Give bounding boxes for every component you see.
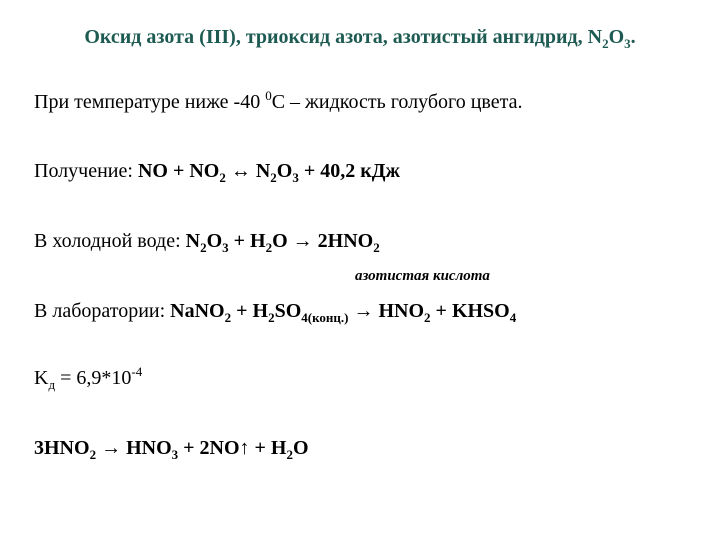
eq-sub: 3 xyxy=(171,447,179,462)
laboratory-equation xyxy=(170,300,517,325)
eq-sub: 2 xyxy=(224,310,232,325)
title-sub-2: 3 xyxy=(624,36,631,51)
preparation-line xyxy=(34,160,400,183)
eq-sub: 3 xyxy=(292,170,299,185)
eq-part: + KHSO xyxy=(430,300,510,322)
cold-water-label: В холодной воде: xyxy=(34,230,186,252)
eq-sub: 2 xyxy=(270,170,277,185)
property-text-post: С – жидкость голубого цвета. xyxy=(271,91,523,113)
preparation-label: Получение: xyxy=(34,160,138,182)
eq-part: N xyxy=(185,230,201,252)
eq-sub: 2 xyxy=(265,240,273,255)
property-line xyxy=(34,88,523,114)
page-title xyxy=(0,26,720,49)
k-sub: д xyxy=(48,377,56,392)
property-text-pre: При температуре ниже -40 xyxy=(34,91,266,113)
title-end: . xyxy=(630,26,636,48)
eq-part: NaNO xyxy=(170,300,225,322)
laboratory-label: В лаборатории: xyxy=(34,300,171,322)
k-symbol: K xyxy=(34,367,49,389)
laboratory-line xyxy=(34,300,516,323)
eq-sub: 2 xyxy=(89,447,97,462)
eq-part: O → 2HNO xyxy=(272,230,374,252)
preparation-equation xyxy=(137,160,401,185)
title-o: O xyxy=(608,26,625,48)
eq-part: O xyxy=(276,160,293,182)
eq-part: → HNO xyxy=(348,300,425,322)
eq-sub: 2 xyxy=(373,240,380,255)
cold-water-equation xyxy=(185,230,380,255)
eq-part: ↔ N xyxy=(225,160,271,182)
eq-part: NO + NO xyxy=(137,160,220,182)
eq-sub: 2 xyxy=(219,170,226,185)
eq-sub: 2 xyxy=(424,310,431,325)
eq-part: + 2NO↑ + H xyxy=(178,437,287,459)
eq-sub: 3 xyxy=(222,240,229,255)
eq-sub: 4(конц.) xyxy=(301,310,349,325)
title-sub-1: 2 xyxy=(602,36,609,51)
eq-part: O xyxy=(292,437,309,459)
eq-sub: 2 xyxy=(200,240,207,255)
eq-part: + 40,2 кДж xyxy=(298,160,401,182)
eq-part: O xyxy=(206,230,223,252)
eq-sub: 2 xyxy=(286,447,293,462)
disproportionation-equation xyxy=(34,437,309,460)
eq-part: + H xyxy=(228,230,266,252)
eq-sub: 2 xyxy=(268,310,275,325)
eq-part: 3HNO xyxy=(34,437,90,459)
degree-sup: 0 xyxy=(265,88,272,103)
eq-part: SO xyxy=(274,300,302,322)
title-text: Оксид азота (III), триоксид азота, азотистый ангидрид, N xyxy=(84,26,603,48)
cold-water-line xyxy=(34,230,380,253)
k-exponent: -4 xyxy=(131,364,143,379)
k-value: = 6,9*10 xyxy=(55,367,132,389)
eq-part: → HNO xyxy=(96,437,172,459)
dissociation-constant-line xyxy=(34,364,143,392)
eq-part: + H xyxy=(231,300,269,322)
nitrous-acid-note: азотистая кислота xyxy=(355,268,490,284)
eq-sub: 4 xyxy=(509,310,517,325)
